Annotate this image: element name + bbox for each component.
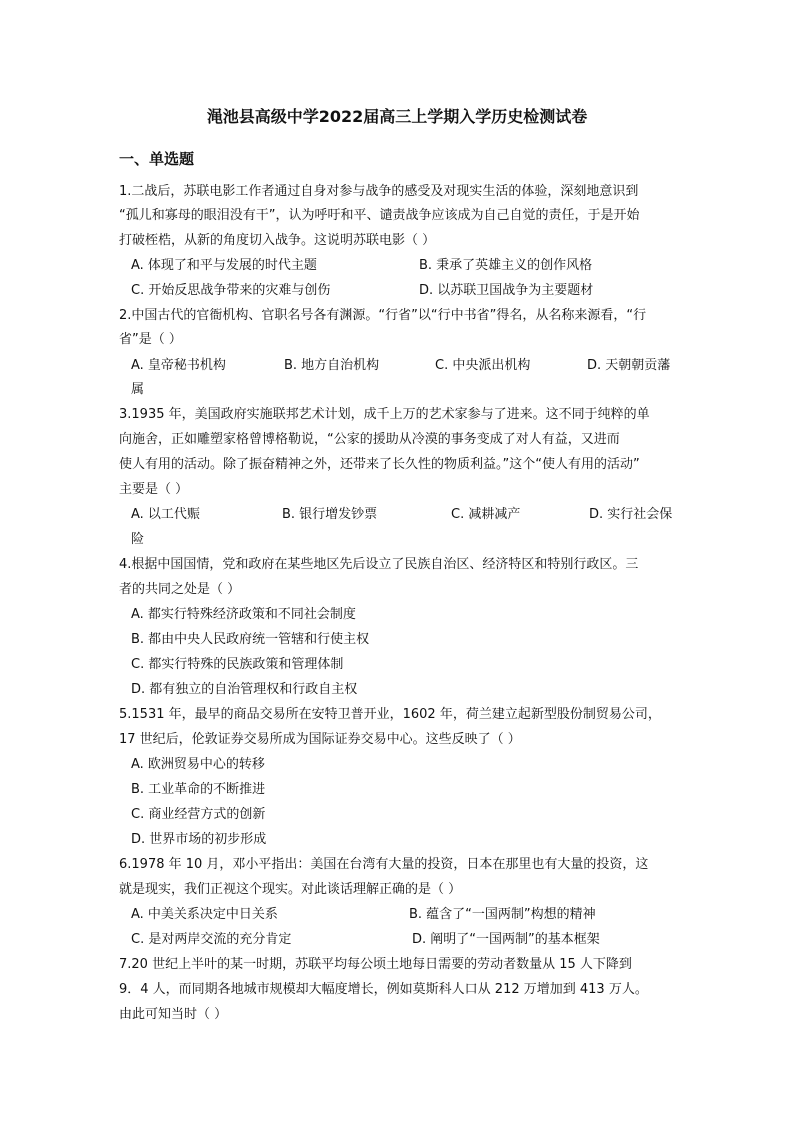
section-heading: 一、单选题 xyxy=(119,150,195,168)
question-1-option-c: C. 开始反思战争带来的灾难与创伤 xyxy=(131,283,331,298)
question-6-stem-line-2: 就是现实，我们正视这个现实。对此谈话理解正确的是（ ） xyxy=(119,882,462,897)
question-4-option-c: C. 都实行特殊的民族政策和管理体制 xyxy=(131,657,344,672)
question-3-option-d: D. 实行社会保 xyxy=(589,507,673,522)
question-5-option-d: D. 世界市场的初步形成 xyxy=(131,832,267,847)
question-2-stem-line-1: 2.中国古代的官衙机构、官职名号各有渊源。“行省”以“行中书省”得名，从名称来源看，“行 xyxy=(119,308,647,323)
question-5-stem-line-1: 5.1531 年，最早的商品交易所在安特卫普开业，1602 年，荷兰建立起新型股份制贸易公司， xyxy=(119,707,661,722)
exam-title: 渑池县高级中学2022届高三上学期入学历史检测试卷 xyxy=(206,107,588,126)
question-6-option-c: C. 是对两岸交流的充分肯定 xyxy=(131,932,292,947)
question-5-stem-line-2: 17 世纪后，伦敦证券交易所成为国际证券交易中心。这些反映了（ ） xyxy=(119,732,521,747)
question-2-option-d: D. 天朝朝贡藩 xyxy=(587,358,671,373)
question-3-stem-line-1: 3.1935 年，美国政府实施联邦艺术计划，成千上万的艺术家参与了进来。这不同于纯粹的单 xyxy=(119,407,650,422)
question-3-stem-line-2: 向施舍，正如雕塑家格曾博格勒说，“公家的援助从冷漠的事务变成了对人有益，又进而 xyxy=(119,432,620,447)
question-5-option-c: C. 商业经营方式的创新 xyxy=(131,807,266,822)
question-5-option-b: B. 工业革命的不断推进 xyxy=(131,782,266,797)
question-1-option-d: D. 以苏联卫国战争为主要题材 xyxy=(419,283,594,298)
question-7-stem-line-3: 由此可知当时（ ） xyxy=(119,1007,228,1022)
question-6-option-a: A. 中美关系决定中日关系 xyxy=(131,907,278,922)
question-7-stem-line-2: 9．4 人，而同期各地城市规模却大幅度增长，例如莫斯科人口从 212 万增加到 413 万人。 xyxy=(119,982,648,997)
question-6-stem-line-1: 6.1978 年 10 月，邓小平指出：美国在台湾有大量的投资，日本在那里也有大量的投资，这 xyxy=(119,857,649,872)
question-1-stem-line-1: 1.二战后，苏联电影工作者通过自身对参与战争的感受及对现实生活的体验，深刻地意识到 xyxy=(119,184,639,199)
question-2-option-c: C. 中央派出机构 xyxy=(435,358,531,373)
question-7-stem-line-1: 7.20 世纪上半叶的某一时期，苏联平均每公顷土地每日需要的劳动者数量从 15 人下降到 xyxy=(119,957,632,972)
question-3-option-a: A. 以工代赈 xyxy=(131,507,200,522)
question-4-stem-line-1: 4.根据中国国情，党和政府在某些地区先后设立了民族自治区、经济特区和特别行政区。三 xyxy=(119,557,639,572)
question-5-option-a: A. 欧洲贸易中心的转移 xyxy=(131,757,265,772)
question-6-option-b: B. 蕴含了“一国两制”构想的精神 xyxy=(409,907,596,922)
question-4-option-d: D. 都有独立的自治管理权和行政自主权 xyxy=(131,682,358,697)
question-4-option-a: A. 都实行特殊经济政策和不同社会制度 xyxy=(131,607,356,622)
question-2-option-b: B. 地方自治机构 xyxy=(284,358,380,373)
question-6-option-d: D. 阐明了“一国两制”的基本框架 xyxy=(412,932,600,947)
question-3-option-d-wrap: 险 xyxy=(131,532,145,547)
question-2-stem-line-2: 省”是（ ） xyxy=(119,332,182,347)
question-1-stem-line-2: “孤儿和寡母的眼泪没有干”，认为呼吁和平、谴责战争应该成为自己自觉的责任，于是开始 xyxy=(119,208,640,223)
question-2-option-a: A. 皇帝秘书机构 xyxy=(131,358,226,373)
question-3-stem-line-4: 主要是（ ） xyxy=(119,482,189,497)
question-1-option-a: A. 体现了和平与发展的时代主题 xyxy=(131,258,317,273)
question-3-stem-line-3: 使人有用的活动。除了振奋精神之外，还带来了长久性的物质利益。”这个“使人有用的活动” xyxy=(119,457,640,472)
question-1-option-b: B. 秉承了英雄主义的创作风格 xyxy=(419,258,593,273)
question-4-stem-line-2: 者的共同之处是（ ） xyxy=(119,582,241,597)
question-2-option-d-wrap: 属 xyxy=(131,382,145,397)
question-3-option-b: B. 银行增发钞票 xyxy=(282,507,378,522)
question-4-option-b: B. 都由中央人民政府统一管辖和行使主权 xyxy=(131,632,370,647)
question-1-stem-line-3: 打破桎梏，从新的角度切入战争。这说明苏联电影（ ） xyxy=(119,233,436,248)
question-3-option-c: C. 减耕减产 xyxy=(451,507,521,522)
